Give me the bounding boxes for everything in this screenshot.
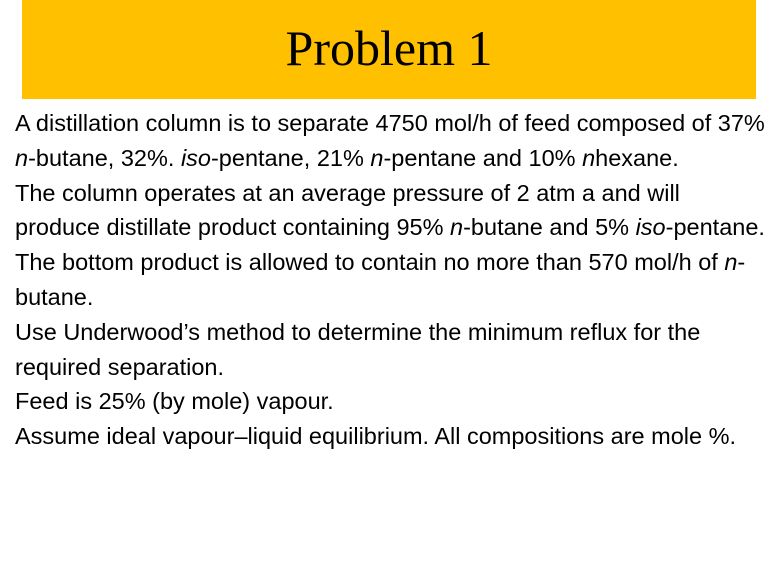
- title-banner: [22, 0, 756, 99]
- italic-run: n: [582, 144, 596, 171]
- text-run: The bottom product is allowed to contain no more than 570 mol/h of: [15, 249, 725, 276]
- italic-run: n: [450, 214, 464, 241]
- text-run: -pentane.: [665, 214, 765, 241]
- italic-run: n: [15, 144, 29, 171]
- slide-title: Problem 1: [285, 19, 493, 76]
- italic-run: n: [370, 144, 384, 171]
- paragraph-operation: [15, 176, 765, 246]
- text-run: hexane.: [595, 144, 679, 171]
- italic-run: iso: [180, 144, 211, 171]
- paragraph-feed: [15, 106, 765, 176]
- paragraph-assumption: Assume ideal vapour–liquid equilibrium. All compositions are mole %.: [15, 423, 737, 450]
- paragraph-method: Use Underwood’s method to determine the minimum reflux for the required separation.: [15, 318, 701, 380]
- text-run: -butane.: [15, 249, 746, 310]
- text-run: The column operates at an average pressure of 2 atm a and will produce distillate product containing 95%: [15, 179, 680, 241]
- text-run: -pentane, 21%: [210, 144, 371, 171]
- paragraph-bottom-product: [15, 245, 765, 315]
- italic-run: n: [724, 249, 738, 276]
- text-run: -butane, 32%.: [28, 144, 181, 171]
- text-run: A distillation column is to separate 4750 mol/h of feed composed of 37%: [15, 110, 765, 136]
- paragraph-feed-condition: Feed is 25% (by mole) vapour.: [15, 388, 334, 415]
- text-run: -pentane and 10%: [383, 144, 583, 171]
- italic-run: iso: [635, 214, 666, 241]
- problem-statement: [15, 106, 765, 454]
- text-run: -butane and 5%: [463, 214, 636, 241]
